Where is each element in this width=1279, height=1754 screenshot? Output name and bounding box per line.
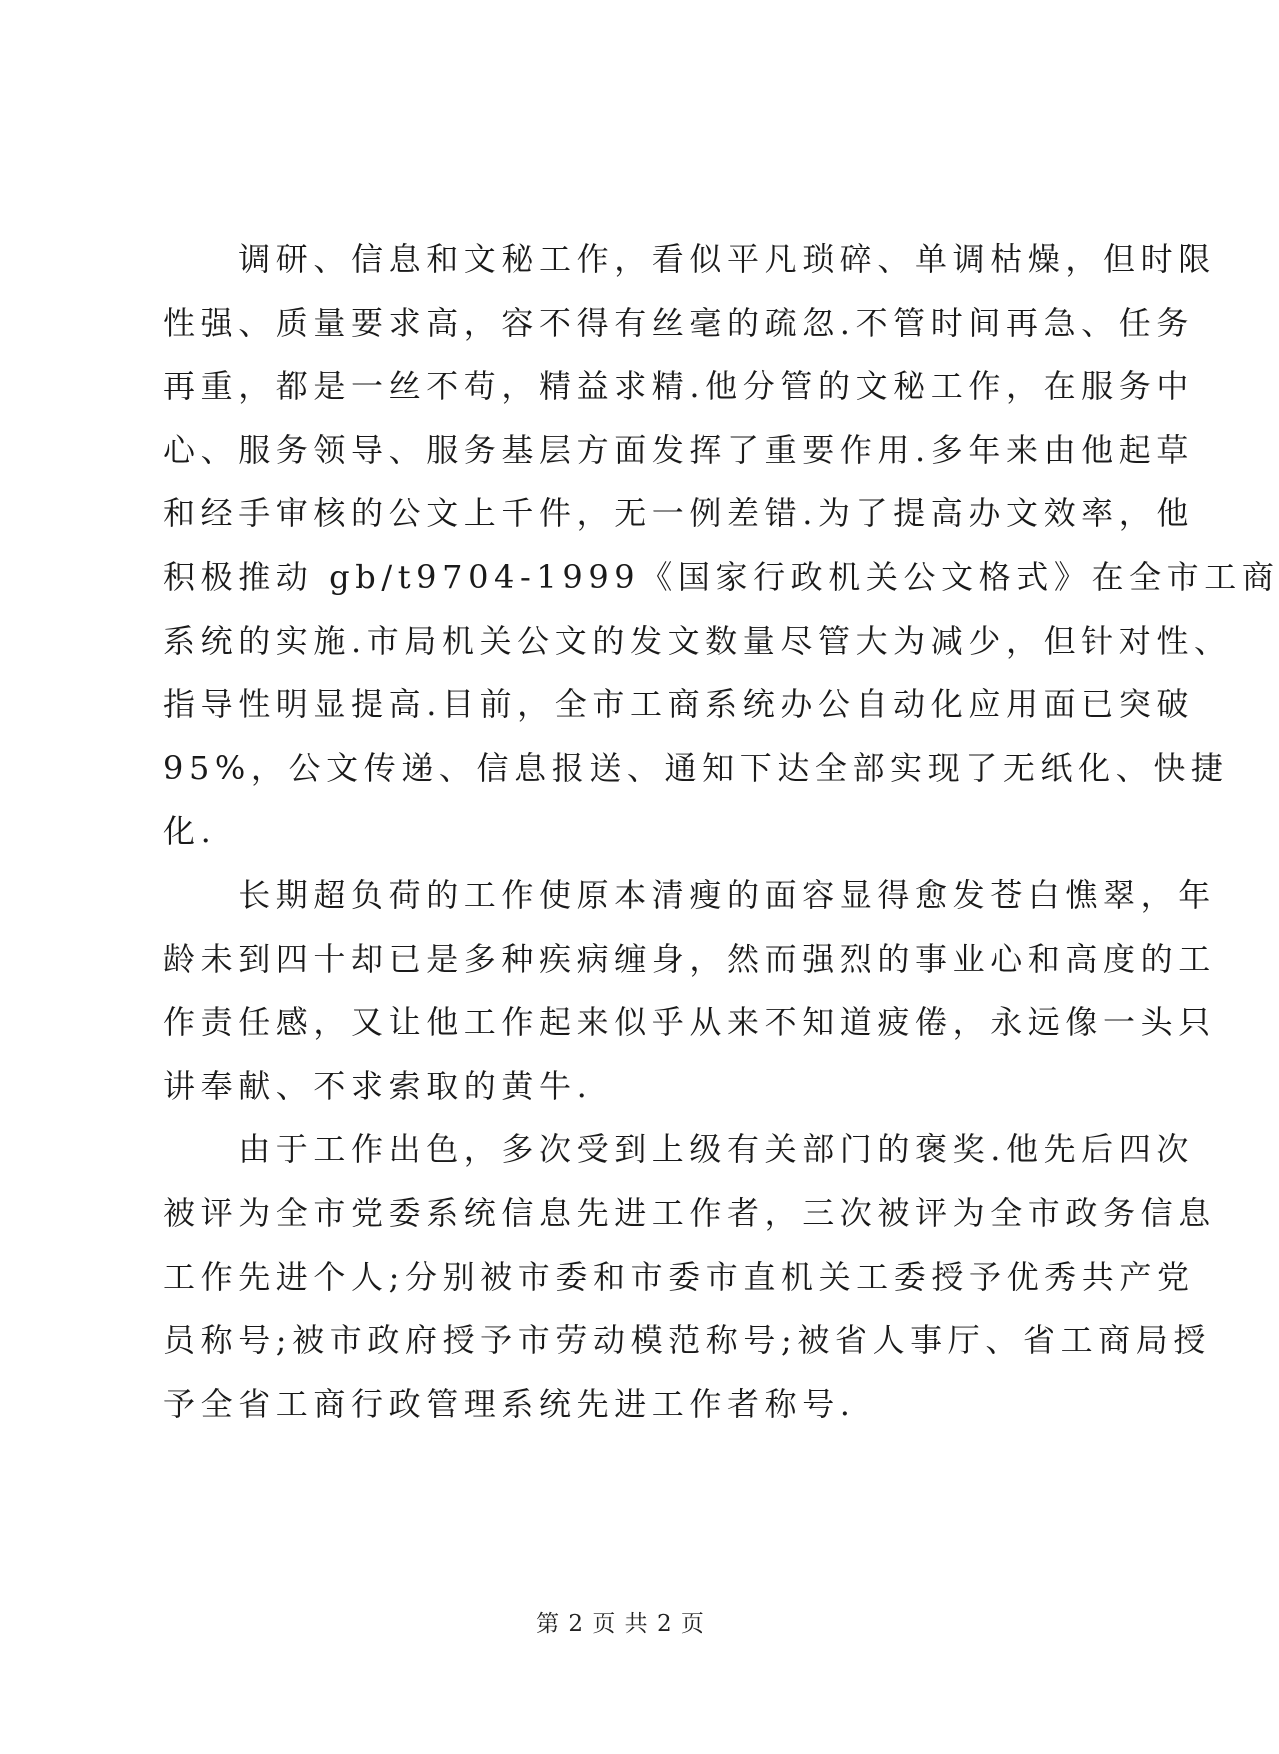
- paragraph-1: [163, 228, 1279, 864]
- text-line: 95%，公文传递、信息报送、通知下达全部实现了无纸化、快捷: [163, 748, 1229, 787]
- text-line: 调研、信息和文秘工作，看似平凡琐碎、单调枯燥，但时限: [163, 240, 1216, 278]
- text-line: 和经手审核的公文上千件，无一例差错.为了提高办文效率，他: [163, 494, 1194, 533]
- paragraph-2: [163, 864, 1216, 1118]
- text-line: 指导性明显提高.目前，全市工商系统办公自动化应用面已突破: [163, 685, 1194, 724]
- text-line: 予全省工商行政管理系统先进工作者称号.: [163, 1384, 856, 1423]
- text-line: 作责任感，又让他工作起来似乎从来不知道疲倦，永远像一头只: [163, 1003, 1216, 1042]
- text-line: 再重，都是一丝不苟，精益求精.他分管的文秘工作，在服务中: [163, 367, 1194, 406]
- text-line: 龄未到四十却已是多种疾病缠身，然而强烈的事业心和高度的工: [163, 939, 1216, 978]
- text-line: 积极推动 gb/t9704-1999《国家行政机关公文格式》在全市工商: [163, 557, 1279, 596]
- text-line: 心、服务领导、服务基层方面发挥了重要作用.多年来由他起草: [163, 430, 1194, 469]
- text-line: 讲奉献、不求索取的黄牛.: [163, 1066, 593, 1105]
- text-line: 化.: [163, 812, 217, 851]
- text-line: 系统的实施.市局机关公文的发文数量尽管大为减少，但针对性、: [163, 621, 1232, 660]
- page-number: 第 2 页 共 2 页: [536, 1611, 705, 1637]
- text-line: 员称号;被市政府授予市劳动模范称号;被省人事厅、省工商局授: [163, 1321, 1211, 1360]
- text-line: 工作先进个人;分别被市委和市委市直机关工委授予优秀共产党: [163, 1257, 1195, 1296]
- text-line: 长期超负荷的工作使原本清瘦的面容显得愈发苍白憔翠，年: [163, 875, 1216, 914]
- text-line: 性强、质量要求高，容不得有丝毫的疏忽.不管时间再急、任务: [163, 303, 1194, 342]
- paragraph-3: [163, 1118, 1216, 1436]
- text-line: 由于工作出色，多次受到上级有关部门的褒奖.他先后四次: [163, 1130, 1194, 1169]
- page-footer: [0, 1609, 1241, 1639]
- document-body: [163, 228, 1279, 1436]
- text-line: 被评为全市党委系统信息先进工作者，三次被评为全市政务信息: [163, 1193, 1216, 1232]
